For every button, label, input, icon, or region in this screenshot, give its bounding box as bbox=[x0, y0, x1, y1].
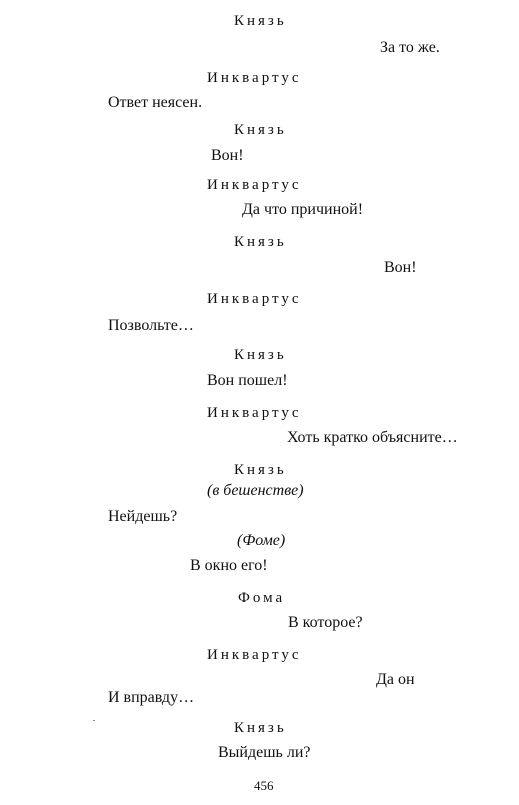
page-number: 456 bbox=[254, 778, 274, 793]
dialogue-line: Вон! bbox=[211, 147, 244, 164]
stage-direction: (в бешенстве) bbox=[207, 482, 304, 499]
dialogue-line: За то же. bbox=[380, 39, 440, 56]
dialogue-line: В окно его! bbox=[190, 557, 268, 574]
dialogue-line: Да он bbox=[376, 671, 415, 688]
speaker-name: Инквартус bbox=[207, 70, 302, 86]
speaker-name: Инквартус bbox=[207, 291, 302, 307]
speaker-name: Инквартус bbox=[207, 405, 302, 421]
speaker-name: Фома bbox=[238, 590, 286, 606]
stage-direction: (Фоме) bbox=[237, 532, 286, 549]
speaker-name: Князь bbox=[234, 347, 287, 363]
dialogue-line: Нейдешь? bbox=[108, 508, 178, 525]
print-speck bbox=[93, 720, 95, 721]
speaker-name: Князь bbox=[234, 234, 287, 250]
dialogue-line: Выйдешь ли? bbox=[218, 744, 311, 761]
speaker-name: Князь bbox=[234, 122, 287, 138]
dialogue-line: Хоть кратко объясните… bbox=[287, 429, 458, 446]
dialogue-line: В которое? bbox=[288, 614, 363, 631]
dialogue-line: Ответ неясен. bbox=[108, 94, 203, 111]
speaker-name: Инквартус bbox=[207, 177, 302, 193]
speaker-name: Инквартус bbox=[207, 647, 302, 663]
dialogue-line: Вон! bbox=[384, 259, 417, 276]
dialogue-line: И вправду… bbox=[108, 689, 195, 706]
speaker-name: Князь bbox=[234, 720, 287, 736]
speaker-name: Князь bbox=[234, 462, 287, 478]
dialogue-line: Да что причиной! bbox=[242, 201, 364, 218]
speaker-name: Князь bbox=[234, 13, 287, 29]
dialogue-line: Вон пошел! bbox=[207, 372, 288, 389]
dialogue-line: Позвольте… bbox=[108, 317, 194, 334]
